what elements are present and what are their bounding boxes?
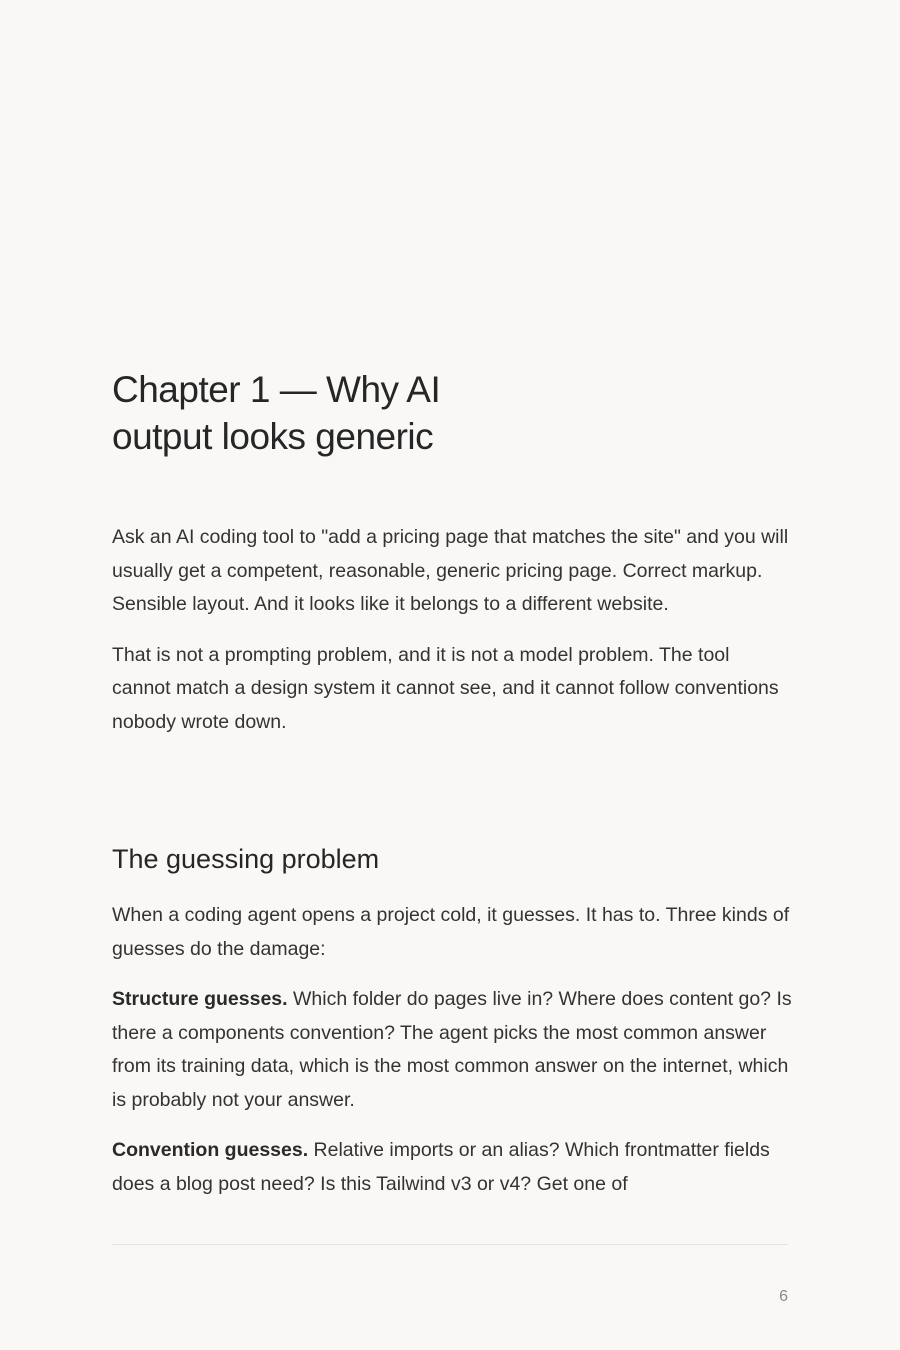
convention-guesses-term: Convention guesses.	[112, 1139, 309, 1161]
section-heading: The guessing problem	[112, 844, 380, 874]
convention-guesses-paragraph	[112, 1134, 792, 1201]
intro-paragraph-2: That is not a prompting problem, and it is not a model problem. The tool cannot match a design system it cannot see, and it cannot follow conventions nobody wrote down.	[112, 643, 779, 733]
section-body	[112, 899, 792, 1218]
chapter-title-line-2: output looks generic	[112, 416, 434, 457]
structure-guesses-paragraph	[112, 983, 792, 1117]
chapter-title-line-1: Chapter 1 — Why AI	[112, 369, 441, 410]
page-number: 6	[779, 1288, 788, 1305]
structure-guesses-text: Which folder do pages live in? Where does content go? Is there a components convention? The agent picks the most common answer from its training data, which is the most common answer on the internet, which is probably not your answer.	[112, 988, 792, 1111]
intro-section	[112, 521, 792, 756]
footer-divider	[112, 1244, 788, 1245]
intro-paragraph-1: Ask an AI coding tool to "add a pricing page that matches the site" and you will usually get a competent, reasonable, generic pricing page. Correct markup. Sensible layout. And it looks like it belongs to a different website.	[112, 526, 789, 615]
convention-guesses-text: Relative imports or an alias? Which frontmatter fields does a blog post need? Is this Tailwind v3 or v4? Get one of	[112, 1139, 770, 1195]
book-page	[112, 0, 792, 1350]
section-lead-paragraph: When a coding agent opens a project cold, it guesses. It has to. Three kinds of guesses do the damage:	[112, 904, 790, 960]
structure-guesses-term: Structure guesses.	[112, 988, 288, 1010]
chapter-title	[112, 366, 532, 460]
